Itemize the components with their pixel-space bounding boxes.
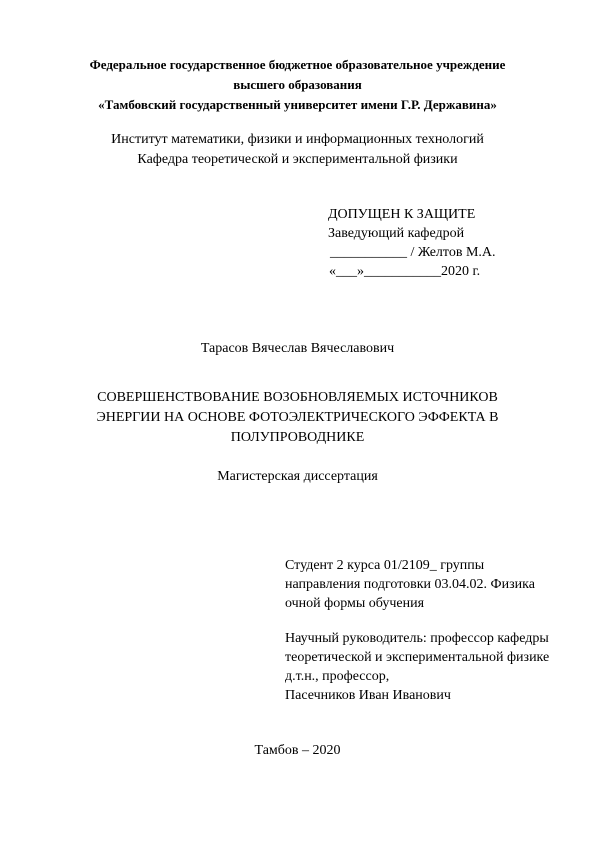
student-line-1: Студент 2 курса 01/2109_ группы: [285, 558, 485, 573]
supervisor-line-2: теоретической и экспериментальной физике: [285, 650, 550, 665]
thesis-title-line-1: СОВЕРШЕНСТВОВАНИЕ ВОЗОБНОВЛЯЕМЫХ ИСТОЧНИКОВ: [97, 390, 498, 405]
thesis-title-line-2: ЭНЕРГИИ НА ОСНОВЕ ФОТОЭЛЕКТРИЧЕСКОГО ЭФФЕКТА В: [96, 410, 499, 425]
student-line-2: направления подготовки 03.04.02. Физика: [285, 577, 535, 592]
approval-signature: ___________ / Желтов М.А.: [330, 245, 496, 260]
city-year: Тамбов – 2020: [254, 743, 341, 758]
approval-title: ДОПУЩЕН К ЗАЩИТЕ: [328, 207, 476, 222]
approval-position: Заведующий кафедрой: [328, 226, 465, 241]
supervisor-line-1: Научный руководитель: профессор кафедры: [285, 631, 549, 646]
thesis-title-line-3: ПОЛУПРОВОДНИКЕ: [230, 430, 365, 445]
approval-date: «___»___________2020 г.: [329, 264, 481, 279]
department-name: Кафедра теоретической и экспериментальной физики: [137, 152, 458, 167]
institute-name: Институт математики, физики и информационных технологий: [111, 132, 484, 147]
supervisor-line-3: д.т.н., профессор,: [285, 669, 390, 684]
header-line-1: Федеральное государственное бюджетное образовательное учреждение: [89, 57, 506, 72]
student-line-3: очной формы обучения: [285, 596, 425, 611]
header-line-3: «Тамбовский государственный университет имени Г.Р. Державина»: [98, 97, 497, 112]
author-name: Тарасов Вячеслав Вячеславович: [200, 341, 395, 356]
thesis-type: Магистерская диссертация: [217, 469, 378, 484]
supervisor-line-4: Пасечников Иван Иванович: [285, 688, 451, 703]
header-line-2: высшего образования: [233, 77, 362, 92]
